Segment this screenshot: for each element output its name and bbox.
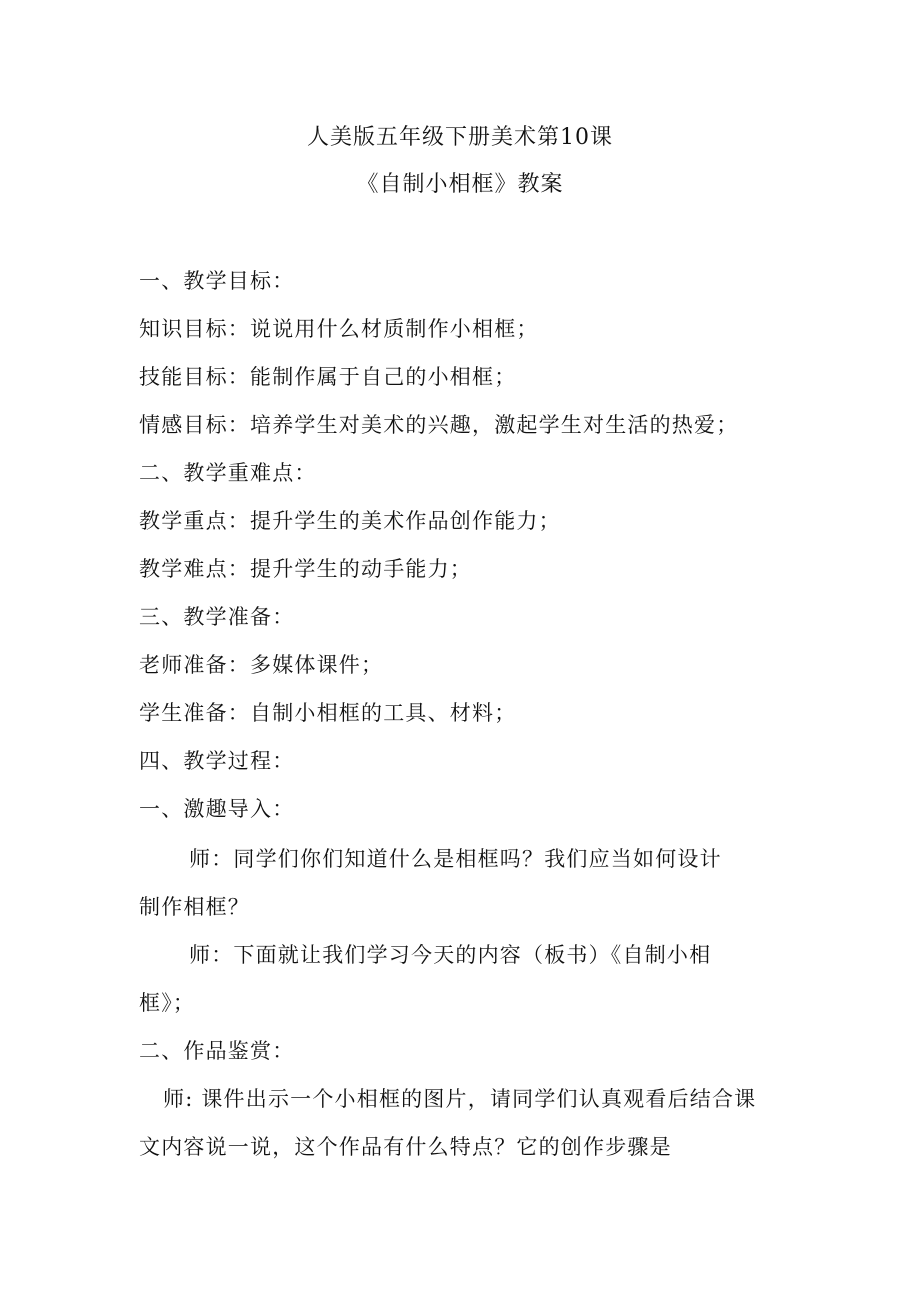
- intro-heading: 一、激趣导入：: [139, 797, 295, 821]
- appreciation-heading: 二、作品鉴赏：: [139, 1039, 295, 1063]
- teacher-question-1-line-1: 师：同学们你们知道什么是相框吗？我们应当如何设计: [189, 847, 722, 871]
- difficult-point: 教学难点：提升学生的动手能力；: [139, 557, 472, 581]
- objectives-heading: 一、教学目标：: [139, 269, 295, 293]
- key-point: 教学重点：提升学生的美术作品创作能力；: [139, 509, 561, 533]
- teacher-question-2-line-1: 师：下面就让我们学习今天的内容（板书）《自制小相: [189, 943, 712, 967]
- preparation-heading: 三、教学准备：: [139, 605, 295, 629]
- teacher-question-2-line-2: 框》；: [139, 991, 196, 1015]
- skill-goal: 技能目标：能制作属于自己的小相框；: [139, 365, 517, 389]
- teacher-question-3-line-2: 文内容说一说，这个作品有什么特点？它的创作步骤是: [139, 1135, 672, 1159]
- document-subtitle: 《自制小相框》教案: [356, 172, 564, 197]
- teacher-question-3-line-1: 师: 课件出示一个小相框的图片，请同学们认真观看后结合课: [163, 1087, 757, 1111]
- emotion-goal: 情感目标：培养学生对美术的兴趣，激起学生对生活的热爱；: [139, 413, 739, 437]
- knowledge-goal: 知识目标：说说用什么材质制作小相框；: [139, 317, 539, 341]
- keypoints-heading: 二、教学重难点：: [139, 461, 317, 485]
- process-heading: 四、教学过程：: [139, 749, 295, 773]
- teacher-prep: 老师准备：多媒体课件；: [139, 653, 384, 677]
- teacher-question-1-line-2: 制作相框？: [139, 895, 250, 919]
- document-title: 人美版五年级下册美术第10课: [307, 125, 613, 150]
- student-prep: 学生准备：自制小相框的工具、材料；: [139, 701, 517, 725]
